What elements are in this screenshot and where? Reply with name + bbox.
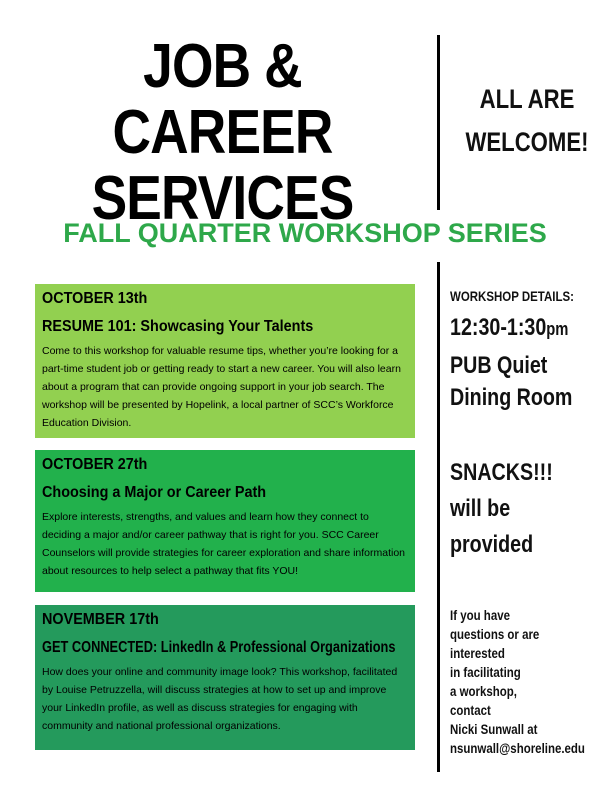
workshop-card-1 bbox=[35, 284, 415, 438]
contact-line: interested bbox=[450, 645, 505, 661]
location-line-2: Dining Room bbox=[450, 384, 573, 411]
contact-line: questions or are bbox=[450, 626, 540, 642]
title-line-1: JOB & CAREER bbox=[112, 32, 333, 167]
workshop-description: How does your online and community image look? This workshop, facilitated by Louise Petruzzella, will discuss strategies at how to set up and improve your LinkedIn profile, as well as discuss strategies for engaging with community and national professional organizations. bbox=[42, 666, 398, 732]
contact-info bbox=[450, 606, 585, 758]
workshop-date: OCTOBER 27th bbox=[42, 456, 148, 473]
page-title bbox=[48, 34, 396, 232]
header-divider bbox=[437, 35, 440, 210]
workshop-date: NOVEMBER 17th bbox=[42, 611, 159, 628]
workshop-title: GET CONNECTED: LinkedIn & Professional Organizations bbox=[42, 639, 396, 656]
contact-line: contact bbox=[450, 702, 491, 718]
contact-line: If you have bbox=[450, 607, 510, 623]
workshop-title: RESUME 101: Showcasing Your Talents bbox=[42, 318, 314, 335]
workshop-card-3 bbox=[35, 605, 415, 750]
title-line-2: SERVICES bbox=[91, 164, 354, 233]
time-main: 12:30-1:30 bbox=[450, 314, 547, 341]
welcome-line-1: ALL ARE bbox=[479, 84, 575, 114]
workshop-title: Choosing a Major or Career Path bbox=[42, 484, 267, 501]
workshop-time bbox=[450, 314, 568, 342]
snacks-line-1: SNACKS!!! bbox=[450, 459, 553, 486]
contact-email[interactable]: nsunwall@shoreline.edu bbox=[450, 740, 585, 756]
contact-line: a workshop, bbox=[450, 683, 517, 699]
contact-line: in facilitating bbox=[450, 664, 521, 680]
workshop-description: Explore interests, strengths, and values and learn how they connect to deciding a major and/or career pathway that is right for you. SCC Career Counselors will provide strategies for career exploration and share information about resources to help select a pathway that fits YOU! bbox=[42, 511, 406, 577]
details-divider bbox=[437, 262, 440, 772]
series-title: FALL QUARTER WORKSHOP SERIES bbox=[63, 218, 547, 248]
contact-line: Nicki Sunwall at bbox=[450, 721, 538, 737]
workshop-date: OCTOBER 13th bbox=[42, 290, 148, 307]
details-label: WORKSHOP DETAILS: bbox=[450, 288, 574, 304]
workshop-location bbox=[450, 350, 572, 414]
welcome-line-2: WELCOME! bbox=[465, 127, 589, 157]
location-line-1: PUB Quiet bbox=[450, 352, 548, 379]
snacks-line-2: will be bbox=[450, 495, 511, 522]
snacks-line-3: provided bbox=[450, 531, 534, 558]
time-suffix: pm bbox=[546, 319, 569, 339]
workshop-description: Come to this workshop for valuable resume tips, whether you’re looking for a part-time student job or getting ready to start a new career. You will also learn about a program that can provide ongoing support in your job search. The workshop will be presented by Hopelink, a local partner of SCC’s Workforce Education Division. bbox=[42, 345, 401, 429]
welcome-message bbox=[461, 78, 592, 164]
workshop-card-2 bbox=[35, 450, 415, 592]
snacks-notice bbox=[450, 455, 553, 563]
